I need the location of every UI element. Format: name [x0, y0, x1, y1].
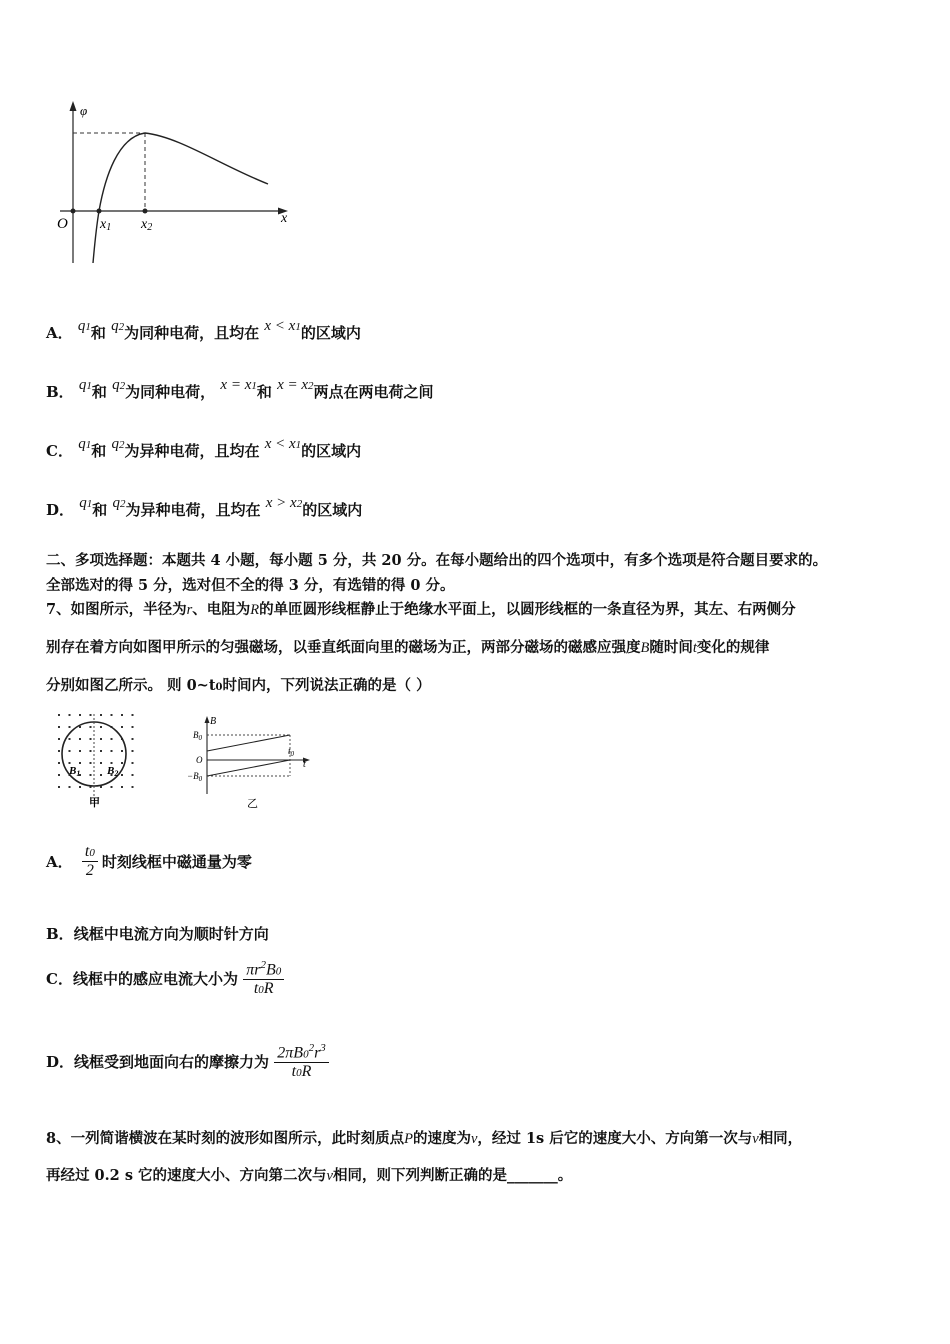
field-dot	[79, 750, 81, 752]
field-dot	[111, 786, 113, 788]
field-dot	[90, 714, 92, 716]
field-dot	[79, 786, 81, 788]
field-dot	[100, 750, 102, 752]
q7-option-d[interactable]: D．线框受到地面向右的摩擦力为 $\frac{2\pi B0^2r^3}{t0R}$	[46, 1042, 329, 1081]
section2-line2: 全部选对的得 5 分，选对但不全的得 3 分，有选错的得 0 分。	[46, 577, 455, 594]
field-dot	[121, 714, 123, 716]
field-dot	[79, 714, 81, 716]
b-axis-label: B	[210, 716, 217, 727]
q7-stem-line1: 7、如图所示，半径为r、电阻为R的单匝圆形线框静止于绝缘水平面上，以圆形线框的一条直径为界，其左、右两侧分	[46, 601, 796, 618]
field-dot	[90, 762, 92, 764]
field-dot	[79, 762, 81, 764]
field-dot	[58, 762, 60, 764]
field-dot	[90, 750, 92, 752]
field-dot	[132, 774, 134, 776]
potential-graph	[50, 95, 310, 270]
field-dot	[58, 786, 60, 788]
svg-text:x1: x1	[100, 217, 112, 233]
field-dot	[121, 762, 123, 764]
q7-stem-line2: 别存在着方向如图甲所示的匀强磁场，以垂直纸面向里的磁场为正，两部分磁场的磁感应强度B随时间t变化的规律	[46, 639, 770, 656]
field-dot	[100, 774, 102, 776]
figure-jia-magnetic-field	[52, 710, 136, 810]
figure-jia-caption: 甲	[89, 797, 100, 809]
x1-label: x	[100, 217, 107, 232]
field-dot	[121, 774, 123, 776]
field-dot	[79, 738, 81, 740]
field-dot	[90, 726, 92, 728]
field-dot	[58, 738, 60, 740]
field-dot	[121, 786, 123, 788]
field-dot	[132, 726, 134, 728]
field-dot	[121, 750, 123, 752]
field-dot	[69, 738, 71, 740]
field-dot	[58, 714, 60, 716]
origin-label: O	[57, 216, 68, 232]
figure-yi-caption: 乙	[247, 798, 258, 810]
svg-text:B2: B2	[107, 765, 119, 778]
field-dot	[111, 750, 113, 752]
svg-text:B1: B1	[69, 765, 81, 778]
field-dot	[100, 726, 102, 728]
b2-label: B	[107, 765, 115, 777]
svg-text:t0: $t_0$	[288, 746, 295, 758]
field-dot	[69, 786, 71, 788]
field-dot	[111, 762, 113, 764]
section2-line1: 二、多项选择题：本题共 4 小题，每小题 5 分，共 20 分。在每小题给出的四个选项中，有多个选项是符合题目要求的。	[46, 552, 828, 569]
field-dot	[132, 750, 134, 752]
b1-label: B	[69, 765, 77, 777]
t0-label: t	[288, 746, 291, 756]
field-dot	[132, 762, 134, 764]
q7-option-b[interactable]: B．线框中电流方向为顺时针方向	[46, 925, 269, 943]
field-dot	[90, 774, 92, 776]
neg-b0-label: −B	[187, 771, 199, 781]
field-dot	[69, 762, 71, 764]
figure-yi-b-t-graph	[182, 712, 322, 810]
q7-stem-line3: 分别如图乙所示。 则 0~t0时间内，下列说法正确的是（ ）	[46, 677, 431, 694]
q8-stem-line1: 8、一列简谐横波在某时刻的波形如图所示，此时刻质点P的速度为v，经过 1s 后它的速度大小、方向第一次与v相同，	[46, 1130, 803, 1147]
field-dot	[58, 726, 60, 728]
field-dot	[132, 714, 134, 716]
q6-option-d[interactable]: D． q1和 q2为异种电荷，且均在 x > x2的区域内	[46, 495, 363, 519]
q7-option-c[interactable]: C．线框中的感应电流大小为 $\frac{\pi r^2B0}{t0R}$	[46, 959, 284, 998]
field-dot	[100, 762, 102, 764]
field-dot	[111, 738, 113, 740]
x2-label: x	[141, 217, 148, 232]
field-dot	[90, 738, 92, 740]
q7-option-a[interactable]: A． $\frac{t0}{2}$ 时刻线框中磁通量为零	[46, 843, 252, 879]
field-dot	[100, 714, 102, 716]
b0-label: B	[193, 730, 199, 740]
svg-text:−B0: $-B_0$	[187, 771, 203, 783]
q6-option-c[interactable]: C． q1和 q2为异种电荷，且均在 x < x1的区域内	[46, 436, 362, 460]
field-dot	[69, 750, 71, 752]
field-dot	[100, 738, 102, 740]
field-dot	[69, 714, 71, 716]
phi-axis-label: φ	[80, 103, 88, 118]
q6-option-a[interactable]: A． q1和 q2为同种电荷，且均在 x < x1的区域内	[46, 318, 361, 342]
field-dot	[132, 786, 134, 788]
q8-stem-line2: 再经过 0.2 s 它的速度大小、方向第二次与v相同，则下列判断正确的是_______。	[46, 1167, 573, 1184]
origin-o-label: O	[196, 755, 203, 765]
field-dot	[58, 774, 60, 776]
field-dot	[111, 714, 113, 716]
field-dot	[121, 726, 123, 728]
field-dot	[58, 750, 60, 752]
field-dot	[132, 738, 134, 740]
t-axis-label: t	[303, 759, 306, 770]
svg-text:x2: x2	[141, 217, 153, 233]
field-dot	[69, 726, 71, 728]
x-axis-label: x	[281, 211, 288, 226]
q6-option-b[interactable]: B． q1和 q2为同种电荷， x = x1和 x = x2两点在两电荷之间	[46, 377, 434, 401]
field-dot	[100, 786, 102, 788]
svg-text:B0: $B_0$	[193, 730, 202, 742]
